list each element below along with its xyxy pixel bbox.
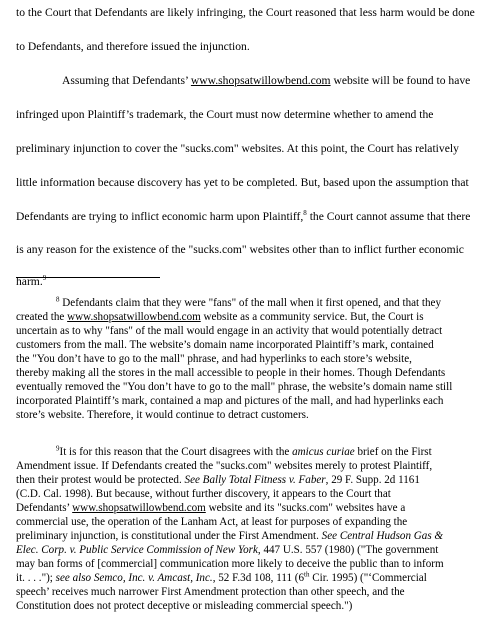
case-citation: See Bally Total Fitness v. Faber <box>184 474 326 486</box>
footnote-line <box>16 599 352 613</box>
footnote-text-span: speech’ receives much narrower First Amendment protection than other speech, and the <box>16 586 405 598</box>
footnote-text-span: then their protest would be protected. <box>16 474 185 486</box>
body-line <box>16 142 459 156</box>
footnote-line <box>16 352 412 366</box>
body-text-span: is any reason for the existence of the "sucks.com" websites other than to inflict further economic <box>16 243 464 256</box>
footnote-line <box>16 501 405 515</box>
body-text-span: little information because discovery has yet to be completed. But, based upon the assumption that <box>16 176 469 189</box>
footnote-text-span: uncertain as to why "fans" of the mall would engage in an activity that would potentially detract <box>16 325 443 337</box>
body-text-span: Assuming that Defendants’ <box>62 74 191 87</box>
body-line <box>16 40 250 54</box>
footnote-line <box>16 543 438 557</box>
footnote-text-span: may ban forms of [commercial] communication more likely to deceive the public than to inform <box>16 558 444 570</box>
footnote-text-span: Defendants claim that they were "fans" of the mall when it first opened, and that they <box>59 297 441 309</box>
footnote-text-span: website as a community service. But, the Court is <box>200 311 424 323</box>
case-citation: see also Semco, Inc. v. Amcast, Inc. <box>55 572 213 584</box>
body-text-span: preliminary injunction to cover the "sucks.com" websites. At this point, the Court has relatively <box>16 142 459 155</box>
footnote-text-span: brief on the First <box>354 446 432 458</box>
footnote-line <box>16 571 427 585</box>
footnote-line <box>16 529 443 543</box>
footnote-text-span: commercial use, the operation of the Lanham Act, at least for purposes of expanding the <box>16 516 408 528</box>
footnote-text-span: created the <box>16 311 68 323</box>
footnote-line <box>16 310 424 324</box>
footnote-line <box>16 408 309 422</box>
footnote-text-span: , 52 F.3d 108, 111 (6 <box>212 572 305 584</box>
body-line <box>16 6 475 20</box>
footnote-text-span: , 447 U.S. 557 (1980) ("The government <box>257 544 439 556</box>
footnote-line <box>16 473 420 487</box>
footnote-text-span: (C.D. Cal. 1998). But because, without further discovery, it appears to the Court that <box>16 488 391 500</box>
footnote-text-span: Constitution does not protect deceptive or misleading commercial speech.") <box>16 600 353 612</box>
body-line <box>16 243 464 257</box>
footnote-line <box>16 380 452 394</box>
ordinal-suffix: th <box>304 570 310 579</box>
footnote-text-span: eventually removed the "You don’t have to go to the mall" phrase, the website’s domain name still <box>16 381 453 393</box>
footnote-italic-span: amicus curiae <box>292 446 355 458</box>
footnote-line <box>16 585 405 599</box>
footnote-number: 9 <box>56 444 60 453</box>
footnote-text-span: Cir. 1995) ("‘Commercial <box>309 572 427 584</box>
body-text-span: infringed upon Plaintiff’s trademark, the Court must now determine whether to amend the <box>16 108 434 121</box>
footnote-text-span: Amendment issue. If Defendants created the "sucks.com" websites merely to protest Plaintiff, <box>16 460 433 472</box>
footnote-ref-9: 9 <box>42 274 47 283</box>
footnote-line <box>16 459 432 473</box>
footnote-number: 8 <box>56 295 60 304</box>
footnote-text-span: It is for this reason that the Court disagrees with the <box>59 446 293 458</box>
footnote-text-span: customers from the mall. The website’s domain name incorporated Plaintiff’s mark, contained <box>16 339 434 351</box>
footnote-line <box>16 338 434 352</box>
body-text-span: to Defendants, and therefore issued the injunction. <box>16 40 250 53</box>
body-line <box>16 210 470 224</box>
website-link-text: www.shopsatwillowbend.com <box>72 502 206 514</box>
footnote-text-span: website and its "sucks.com" websites have a <box>205 502 406 514</box>
footnote-separator <box>16 277 160 278</box>
body-line <box>62 74 470 88</box>
body-line <box>16 176 469 190</box>
body-line <box>16 108 433 122</box>
case-citation: Elec. Corp. v. Public Service Commission of New York <box>16 544 258 556</box>
website-link-text: www.shopsatwillowbend.com <box>190 74 331 87</box>
footnote-text-span: thereby making all the stores in the mall accessible to people in their homes. Though Defendants <box>16 367 446 379</box>
footnote-text-span: preliminary injunction, is constitutional under the First Amendment. <box>16 530 322 542</box>
footnote-text-span: Defendants’ <box>16 502 73 514</box>
case-citation: See Central Hudson Gas & <box>321 530 444 542</box>
footnote-line <box>16 515 407 529</box>
footnote-text-span: it. . . ."); <box>16 572 56 584</box>
footnote-line <box>16 487 391 501</box>
footnote-text-span: store’s website. Therefore, it would continue to detract customers. <box>16 409 309 421</box>
footnote-ref-8: 8 <box>303 209 307 218</box>
body-text-span: the Court cannot assume that there <box>306 210 471 223</box>
body-text-span: harm. <box>16 275 43 288</box>
body-text-span: website will be found to have <box>330 74 471 87</box>
footnote-line <box>16 557 444 571</box>
footnote-line <box>16 324 442 338</box>
website-link-text: www.shopsatwillowbend.com <box>67 311 201 323</box>
footnote-text-span: incorporated Plaintiff’s mark, contained a map and pictures of the mall, and had hyperlinks each <box>16 395 444 407</box>
footnote-text-span: the "You don’t have to go to the mall" phrase, and had hyperlinks to each store’s website, <box>16 353 412 365</box>
footnote-line <box>56 296 441 310</box>
body-text-span: Defendants are trying to inflict economic harm upon Plaintiff, <box>16 210 304 223</box>
footnote-line <box>16 394 443 408</box>
footnote-line <box>56 445 432 459</box>
body-text-span: to the Court that Defendants are likely infringing, the Court reasoned that less harm would be done <box>16 6 475 19</box>
footnote-line <box>16 366 445 380</box>
footnote-text-span: , 29 F. Supp. 2d 1161 <box>325 474 420 486</box>
